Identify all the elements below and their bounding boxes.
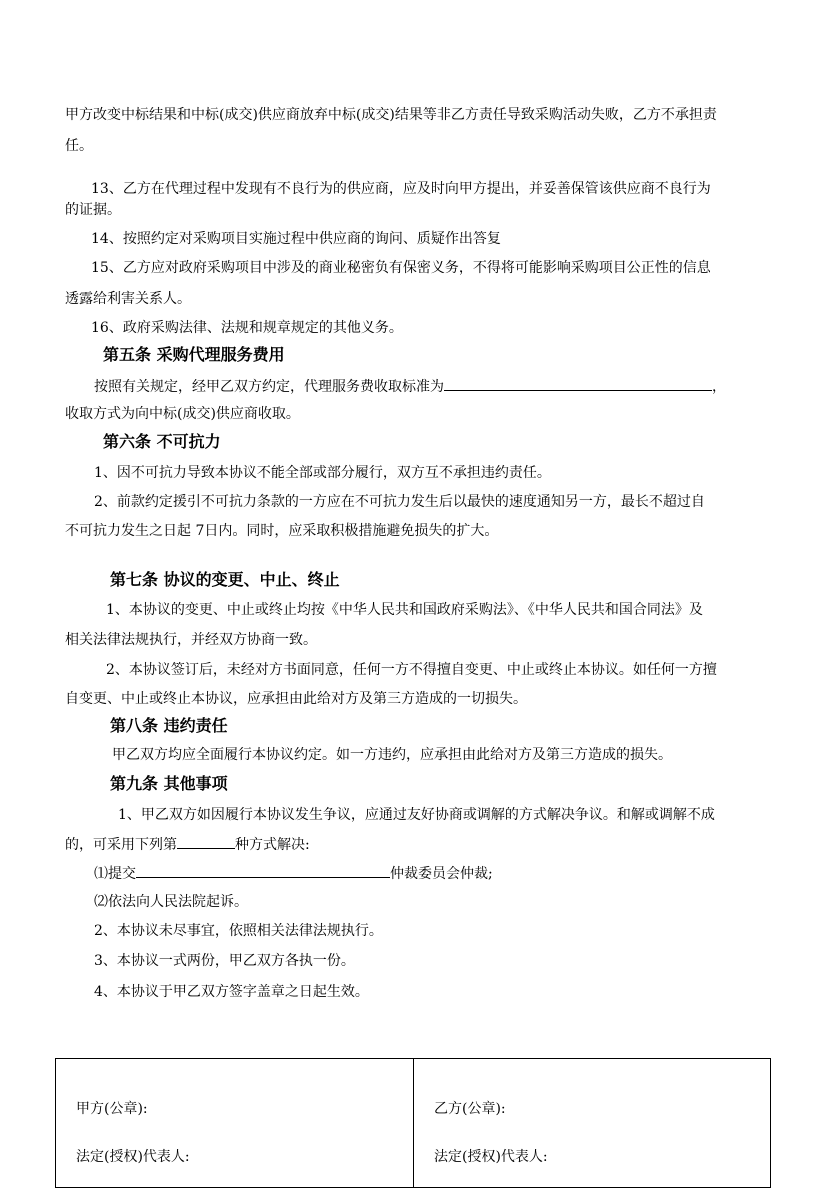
signature-table-divider [413, 1059, 414, 1187]
article-8-heading: 第八条 违约责任 [110, 716, 228, 735]
option-1-prefix: ⑴提交 [94, 866, 136, 882]
method-number-blank [177, 834, 235, 849]
article-8-p1: 甲乙双方均应全面履行本协议约定。如一方违约，应承担由此给对方及第三方造成的损失。 [112, 747, 672, 763]
article-6-p1: 1、因不可抗力导致本协议不能全部或部分履行，双方互不承担违约责任。 [94, 465, 551, 481]
article-7-p2-line-1: 2、本协议签订后，未经对方书面同意，任何一方不得擅自变更、中止或终止本协议。如任何一方擅 [106, 662, 717, 678]
signature-table [55, 1058, 771, 1188]
article-6-p2-line-1: 2、前款约定援引不可抗力条款的一方应在不可抗力发生后以最快的速度通知另一方，最长不超过自 [94, 494, 705, 510]
article-9-p1-line-2-prefix: 的，可采用下列第 [65, 837, 177, 853]
fee-standard-blank [444, 376, 712, 391]
article-7-heading: 第七条 协议的变更、中止、终止 [110, 570, 340, 589]
article-5-line-1-prefix: 按照有关规定，经甲乙双方约定，代理服务费收取标准为 [94, 379, 444, 395]
party-b-seal-label: 乙方(公章): [434, 1101, 506, 1117]
article-5-line-1 [94, 376, 726, 397]
article-7-p1-line-1: 1、本协议的变更、中止或终止均按《中华人民共和国政府采购法》、《中华人民共和国合同法》及 [106, 602, 703, 618]
text-line-1: 甲方改变中标结果和中标(成交)供应商放弃中标(成交)结果等非乙方责任导致采购活动失败，乙方不承担责 [65, 107, 717, 123]
article-9-p1-line-1: 1、甲乙双方如因履行本协议发生争议，应通过友好协商或调解的方式解决争议。和解或调解不成 [118, 807, 715, 823]
article-6-p2-line-2: 不可抗力发生之日起 7日内。同时，应采取积极措施避免损失的扩大。 [65, 523, 499, 539]
article-9-p1-line-2-suffix: 种方式解决: [235, 837, 310, 853]
clause-13-line-1: 13、乙方在代理过程中发现有不良行为的供应商，应及时向甲方提出，并妥善保管该供应商不良行为 [91, 181, 711, 197]
article-9-p1-line-2 [65, 834, 310, 855]
article-5-line-1-suffix: ， [712, 379, 726, 395]
text-line-2: 任。 [65, 138, 93, 154]
article-5-line-2: 收取方式为向中标(成交)供应商收取。 [65, 406, 300, 422]
option-1-suffix: 仲裁委员会仲裁; [390, 866, 493, 882]
clause-13-line-2: 的证据。 [65, 202, 121, 218]
article-9-p4: 4、本协议于甲乙双方签字盖章之日起生效。 [94, 984, 369, 1000]
clause-14: 14、按照约定对采购项目实施过程中供应商的询问、质疑作出答复 [91, 231, 501, 247]
article-9-p2: 2、本协议未尽事宜，依照相关法律法规执行。 [94, 923, 383, 939]
clause-15-line-2: 透露给利害关系人。 [65, 291, 191, 307]
article-7-p2-line-2: 自变更、中止或终止本协议，应承担由此给对方及第三方造成的一切损失。 [65, 691, 527, 707]
article-9-p3: 3、本协议一式两份，甲乙双方各执一份。 [94, 953, 355, 969]
article-9-option-2: ⑵依法向人民法院起诉。 [94, 894, 248, 910]
article-7-p1-line-2: 相关法律法规执行，并经双方协商一致。 [65, 632, 317, 648]
article-6-heading: 第六条 不可抗力 [103, 432, 221, 451]
arbitration-committee-blank [136, 863, 390, 878]
party-b-representative-label: 法定(授权)代表人: [434, 1149, 548, 1165]
article-9-option-1 [94, 863, 493, 884]
party-a-seal-label: 甲方(公章): [76, 1101, 148, 1117]
article-9-heading: 第九条 其他事项 [110, 774, 228, 793]
party-a-representative-label: 法定(授权)代表人: [76, 1149, 190, 1165]
article-5-heading: 第五条 采购代理服务费用 [103, 345, 285, 364]
clause-16: 16、政府采购法律、法规和规章规定的其他义务。 [91, 320, 403, 336]
clause-15-line-1: 15、乙方应对政府采购项目中涉及的商业秘密负有保密义务，不得将可能影响采购项目公正性的信息 [91, 260, 711, 276]
